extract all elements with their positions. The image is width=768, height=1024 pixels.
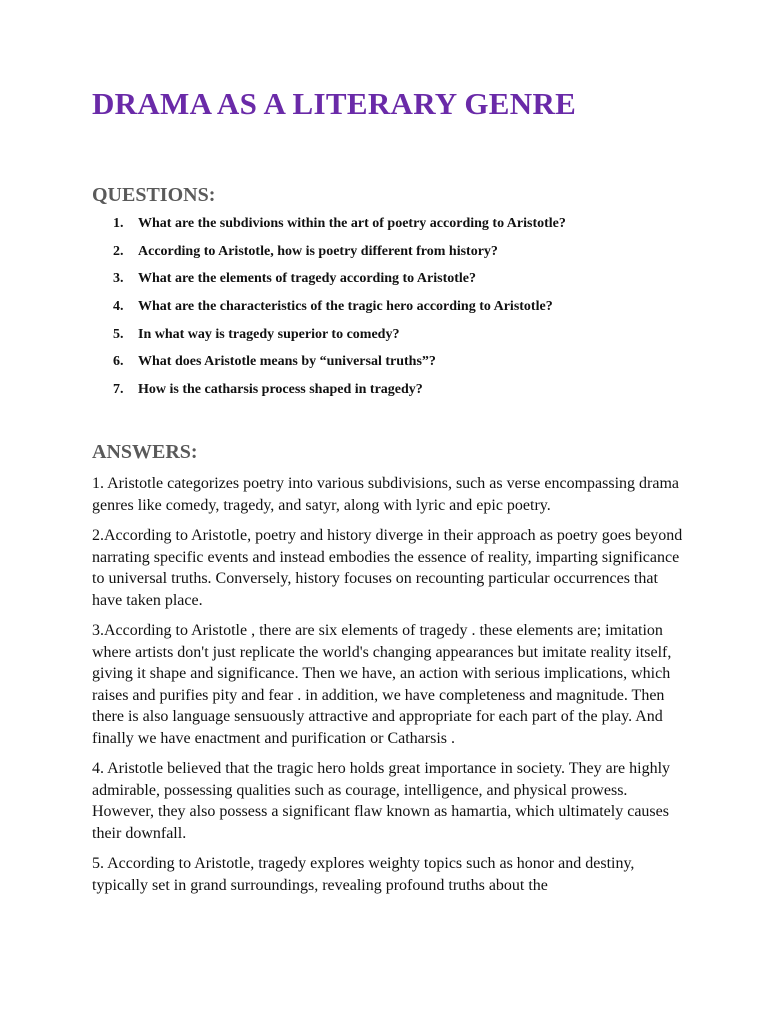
question-text: What are the subdivions within the art of poetry according to Aristotle? <box>138 216 566 231</box>
answer-paragraph: 2.According to Aristotle, poetry and history diverge in their approach as poetry goes beyond narrating specific events and instead embodies the essence of reality, imparting significance to universal truths. Conversely, history focuses on recounting particular occurrences that have taken place. <box>92 527 683 609</box>
question-number: 2. <box>113 243 124 259</box>
question-number: 7. <box>113 382 124 398</box>
answer-paragraph: 5. According to Aristotle, tragedy explores weighty topics such as honor and destiny, typically set in grand surroundings, revealing profound truths about the <box>92 855 635 894</box>
question-number: 5. <box>113 326 124 342</box>
question-number: 1. <box>113 216 124 231</box>
answer-paragraph: 3.According to Aristotle , there are six elements of tragedy . these elements are; imitation where artists don't just replicate the world's changing appearances but imitate reality itself, giving it shape and significance. Then we have, an action with serious implications, which raises and purifies pity and fear . in addition, we have completeness and magnitude. Then there is also language sensuously attractive and appropriate for each part of the play. And finally we have enactment and purification or Catharsis . <box>92 622 672 747</box>
question-text: What does Aristotle means by “universal truths”? <box>138 354 436 370</box>
document-title: DRAMA AS A LITERARY GENRE <box>92 86 577 121</box>
question-text: What are the characteristics of the tragic hero according to Aristotle? <box>138 299 553 315</box>
question-number: 3. <box>113 271 124 287</box>
question-number: 6. <box>113 354 124 370</box>
question-number: 4. <box>113 299 124 315</box>
answer-paragraph: 1. Aristotle categorizes poetry into various subdivisions, such as verse encompassing drama genres like comedy, tragedy, and satyr, along with lyric and epic poetry. <box>92 475 679 514</box>
question-text: In what way is tragedy superior to comedy? <box>138 326 400 342</box>
answers-heading: ANSWERS: <box>92 441 198 463</box>
answers-body <box>92 473 692 905</box>
question-text: According to Aristotle, how is poetry different from history? <box>138 243 498 259</box>
answer-paragraph: 4. Aristotle believed that the tragic hero holds great importance in society. They are highly admirable, possessing qualities such as courage, intelligence, and physical prowess. However, they also possess a significant flaw known as hamartia, which ultimately causes their downfall. <box>92 760 671 842</box>
question-text: What are the elements of tragedy according to Aristotle? <box>138 271 476 287</box>
question-text: How is the catharsis process shaped in tragedy? <box>138 382 423 398</box>
questions-heading: QUESTIONS: <box>92 184 216 206</box>
